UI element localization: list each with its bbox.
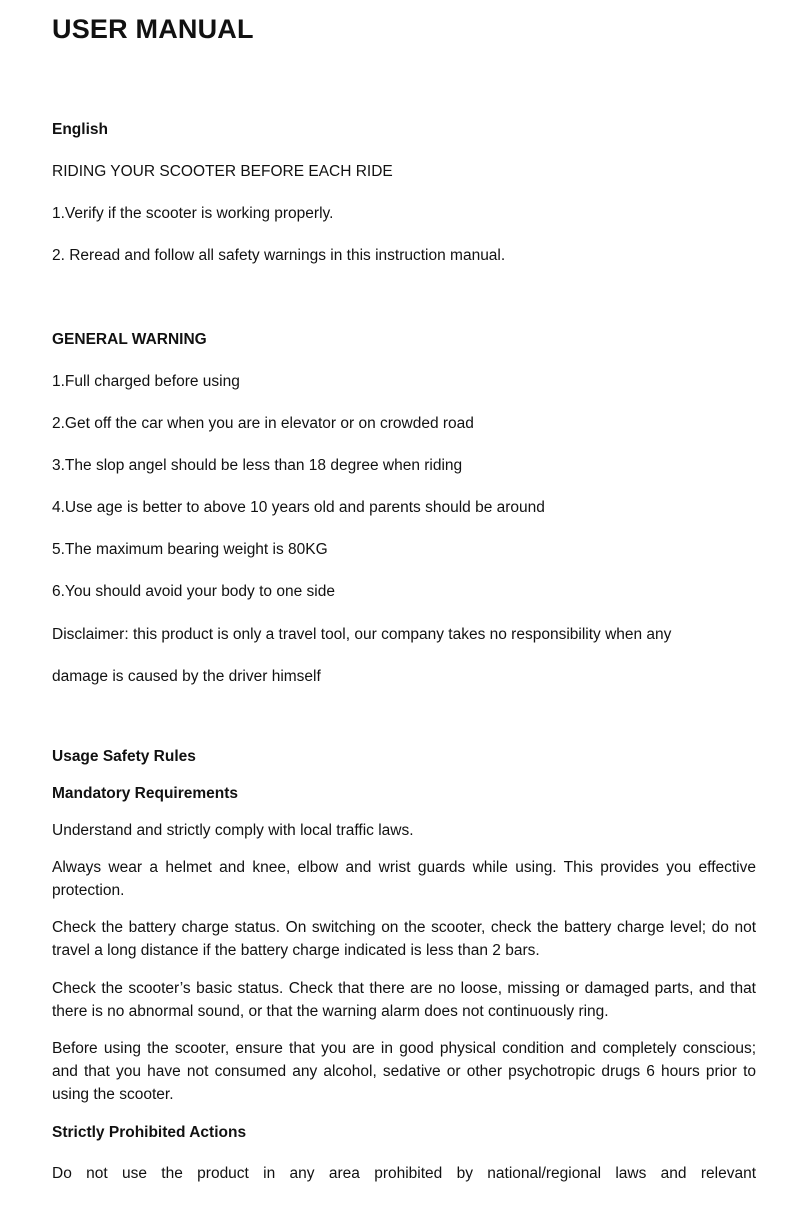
mandatory-paragraph-3: Check the battery charge status. On switching on the scooter, check the battery charge level; do not travel a long distance if the battery charge indicated is less than 2 bars. (52, 919, 756, 959)
prohibited-paragraph-1: Do not use the product in any area prohibited by national/regional laws and relevant (52, 1165, 756, 1182)
usage-safety-heading: Usage Safety Rules (52, 748, 196, 765)
before-ride-item-2: 2. Reread and follow all safety warnings in this instruction manual. (52, 247, 506, 264)
mandatory-paragraph-4: Check the scooter’s basic status. Check that there are no loose, missing or damaged parts, and that there is no abnormal sound, or that the warning alarm does not continuously ring. (52, 980, 756, 1020)
mandatory-paragraph-1: Understand and strictly comply with local traffic laws. (52, 822, 414, 839)
mandatory-requirements-heading: Mandatory Requirements (52, 785, 239, 802)
warning-item-3: 3.The slop angel should be less than 18 degree when riding (52, 457, 463, 474)
warning-item-1: 1.Full charged before using (52, 373, 240, 390)
language-heading: English (52, 121, 108, 138)
warning-item-4: 4.Use age is better to above 10 years old and parents should be around (52, 499, 545, 516)
prohibited-actions-heading: Strictly Prohibited Actions (52, 1124, 247, 1141)
before-ride-heading: RIDING YOUR SCOOTER BEFORE EACH RIDE (52, 163, 393, 180)
warning-item-6: 6.You should avoid your body to one side (52, 583, 335, 600)
warning-item-2: 2.Get off the car when you are in elevator or on crowded road (52, 415, 474, 432)
general-warning-heading: GENERAL WARNING (52, 331, 207, 348)
warning-item-5: 5.The maximum bearing weight is 80KG (52, 541, 328, 558)
mandatory-paragraph-2: Always wear a helmet and knee, elbow and wrist guards while using. This provides you effective protection. (52, 859, 756, 899)
disclaimer-line-1: Disclaimer: this product is only a travel tool, our company takes no responsibility when any (52, 626, 672, 643)
mandatory-paragraph-5: Before using the scooter, ensure that you are in good physical condition and completely conscious; and that you have not consumed any alcohol, sedative or other psychotropic drugs 6 hours prior to using the scooter. (52, 1040, 756, 1103)
disclaimer-line-2: damage is caused by the driver himself (52, 668, 321, 685)
before-ride-item-1: 1.Verify if the scooter is working properly. (52, 205, 334, 222)
document-title: USER MANUAL (52, 14, 254, 44)
